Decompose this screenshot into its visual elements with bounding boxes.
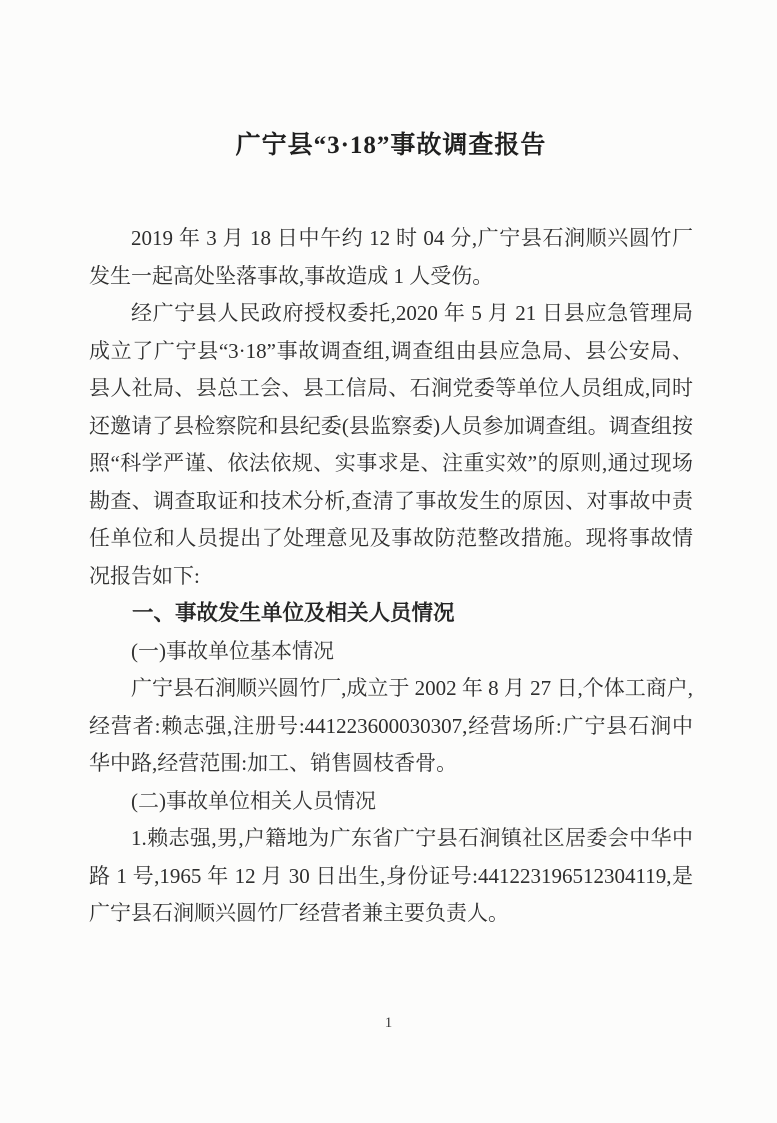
- document-content: [89, 0, 693, 933]
- paragraph-investigation-setup: 经广宁县人民政府授权委托,2020 年 5 月 21 日县应急管理局成立了广宁县“3·18”事故调查组,调查组由县应急局、县公安局、县人社局、县总工会、县工信局、石涧党委等单位人员组成,同时还邀请了县检察院和县纪委(县监察委)人员参加调查组。调查组按照“科学严谨、依法依规、实事求是、注重实效”的原则,通过现场勘查、调查取证和技术分析,查清了事故发生的原因、对事故中责任单位和人员提出了处理意见及事故防范整改措施。现将事故情况报告如下:: [89, 301, 693, 588]
- document-body: [89, 220, 693, 933]
- section-heading-unit-and-persons: 一、事故发生单位及相关人员情况: [132, 601, 455, 625]
- paragraph-incident-summary: 2019 年 3 月 18 日中午约 12 时 04 分,广宁县石涧顺兴圆竹厂发生一起高处坠落事故,事故造成 1 人受伤。: [89, 226, 693, 288]
- subsection-heading-unit-basics: (一)事故单位基本情况: [131, 638, 334, 663]
- subsection-heading-related-persons: (二)事故单位相关人员情况: [131, 788, 376, 813]
- document-title: 广宁县“3·18”事故调查报告: [235, 132, 547, 159]
- page-number: 1: [384, 1015, 393, 1031]
- paragraph-person-lai-zhiqiang: 1.赖志强,男,户籍地为广东省广宁县石涧镇社区居委会中华中路 1 号,1965 年 12 月 30 日出生,身份证号:441223196512304119,是广宁县石涧顺兴圆竹厂经营者兼主要负责人。: [89, 826, 693, 925]
- paragraph-unit-basics: 广宁县石涧顺兴圆竹厂,成立于 2002 年 8 月 27 日,个体工商户,经营者:赖志强,注册号:441223600030307,经营场所:广宁县石涧中华中路,经营范围:加工、销售圆枝香骨。: [89, 676, 693, 775]
